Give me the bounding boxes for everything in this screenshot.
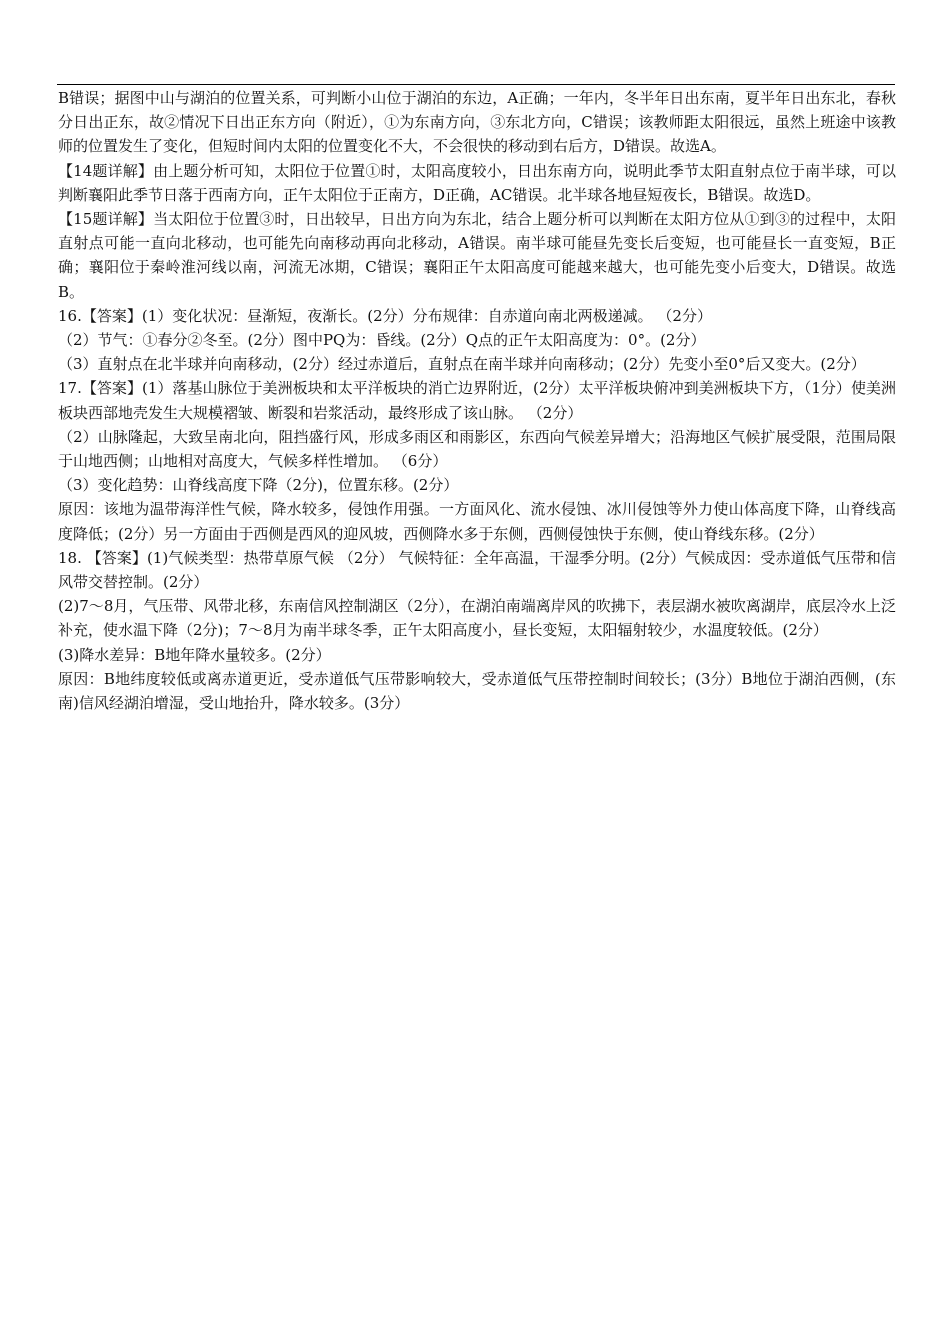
paragraph-q18-reason: 原因：B地纬度较低或离赤道更近，受赤道低气压带影响较大，受赤道低气压带控制时间较长；(3分）B地位于湖泊西侧，(东南)信风经湖泊增湿，受山地抬升，降水较多。(3分）: [58, 669, 896, 713]
paragraph-q16-part3: （3）直射点在北半球并向南移动，(2分）经过赤道后，直射点在南半球并向南移动；(2分）先变小至0°后又变大。(2分）: [58, 355, 866, 374]
paragraph-q18-part2: (2)7～8月，气压带、风带北移，东南信风控制湖区（2分），在湖泊南端离岸风的吹拂下，表层湖水被吹离湖岸，底层冷水上泛补充，使水温下降（2分)；7～8月为南半球冬季，正午太阳高度小，昼长变短，太阳辐射较少，水温度较低。(2分）: [58, 597, 896, 640]
paragraph-q13-continuation: B错误；据图中山与湖泊的位置关系，可判断小山位于湖泊的东边，A正确；一年内，冬半年日出东南，夏半年日出东北，春秋分日出正东，故②情况下日出正东方向（附近），①为东南方向，③东北方向，C错误；该教师距太阳很远，虽然上班途中该教师的位置发生了变化，但短时间内太阳的位置变化不大，不会很快的移动到右后方，D错误。故选A。: [58, 89, 896, 156]
header-rule: [57, 84, 895, 85]
paragraph-q18-part3: (3)降水差异：B地年降水量较多。(2分）: [58, 645, 331, 664]
paragraph-q18-part1: 18. 【答案】(1)气候类型：热带草原气候 （2分） 气候特征：全年高温，干湿季分明。(2分）气候成因：受赤道低气压带和信风带交替控制。(2分）: [58, 548, 896, 592]
answer-text-body: [58, 86, 896, 715]
paragraph-q16-part2: （2）节气：①春分②冬至。(2分）图中PQ为：昏线。(2分）Q点的正午太阳高度为：0°。(2分）: [58, 331, 706, 350]
paragraph-q17-reason: 原因：该地为温带海洋性气候，降水较多，侵蚀作用强。一方面风化、流水侵蚀、冰川侵蚀等外力使山体高度下降，山脊线高度降低；(2分）另一方面由于西侧是西风的迎风坡，西侧降水多于东侧，西侧侵蚀快于东侧，使山脊线东移。(2分）: [58, 500, 896, 543]
paragraph-q17-part1: 17.【答案】(1）落基山脉位于美洲板块和太平洋板块的消亡边界附近，(2分）太平洋板块俯冲到美洲板块下方，（1分）使美洲板块西部地壳发生大规模褶皱、断裂和岩浆活动，最终形成了该山脉。 （2分）: [58, 379, 896, 422]
paragraph-q15-explanation: 【15题详解】当太阳位于位置③时，日出较早，日出方向为东北，结合上题分析可以判断在太阳方位从①到③的过程中，太阳直射点可能一直向北移动，也可能先向南移动再向北移动，A错误。南半球可能昼先变长后变短，也可能昼长一直变短，B正确；襄阳位于秦岭淮河线以南，河流无冰期，C错误；襄阳正午太阳高度可能越来越大，也可能先变小后变大，D错误。故选B。: [58, 210, 896, 301]
paragraph-q14-explanation: 【14题详解】由上题分析可知，太阳位于位置①时，太阳高度较小，日出东南方向，说明此季节太阳直射点位于南半球，可以判断襄阳此季节日落于西南方向，正午太阳位于正南方，D正确，AC错误。北半球各地昼短夜长，B错误。故选D。: [58, 161, 896, 204]
paragraph-q17-part2: （2）山脉隆起，大致呈南北向，阻挡盛行风，形成多雨区和雨影区，东西向气候差异增大；沿海地区气候扩展受限，范围局限于山地西侧；山地相对高度大，气候多样性增加。 （6分）: [58, 427, 896, 471]
paragraph-q16-part1: 16.【答案】(1）变化状况：昼渐短，夜渐长。(2分）分布规律：自赤道向南北两极递减。 （2分）: [58, 306, 712, 325]
paragraph-q17-part3: （3）变化趋势：山脊线高度下降（2分)，位置东移。(2分）: [58, 476, 459, 495]
